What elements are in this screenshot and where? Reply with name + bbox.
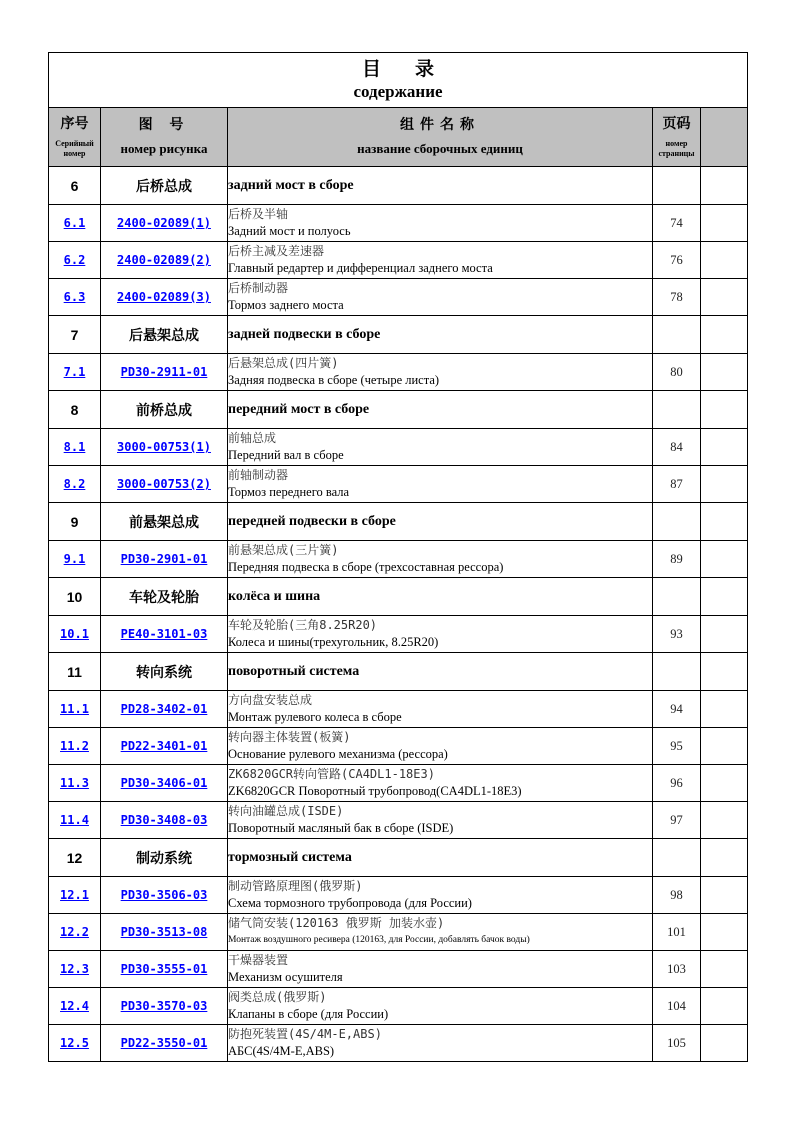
item-id-link[interactable]: 9.1 bbox=[63, 552, 86, 566]
header-name-ru: название сборочных единиц bbox=[357, 141, 523, 156]
item-id-link[interactable]: 11.2 bbox=[60, 739, 89, 753]
item-id-link[interactable]: 12.1 bbox=[60, 888, 89, 902]
item-description bbox=[228, 354, 653, 391]
item-page: 95 bbox=[653, 728, 701, 765]
item-id-cell bbox=[49, 765, 101, 802]
item-name-ru: Клапаны в сборе (для России) bbox=[228, 1007, 389, 1021]
item-id-cell bbox=[49, 242, 101, 279]
item-description bbox=[228, 988, 653, 1025]
item-name-cn: 干燥器装置 bbox=[228, 953, 289, 967]
item-name-cn: 后桥制动器 bbox=[228, 281, 289, 295]
item-row bbox=[49, 616, 748, 653]
item-extra-cell bbox=[701, 354, 748, 391]
section-extra-cell bbox=[701, 167, 748, 205]
section-title-cn: 转向系统 bbox=[101, 653, 228, 691]
item-figure-link[interactable]: PD30-2901-01 bbox=[120, 552, 208, 566]
item-name-ru: Монтаж рулевого колеса в сборе bbox=[228, 710, 402, 724]
item-page: 96 bbox=[653, 765, 701, 802]
item-figure-link[interactable]: PD30-3513-08 bbox=[120, 925, 208, 939]
item-figure-link[interactable]: PD28-3402-01 bbox=[120, 702, 208, 716]
item-figure-cell bbox=[101, 354, 228, 391]
section-page-cell bbox=[653, 167, 701, 205]
item-name-ru: Задняя подвеска в сборе (четыре листа) bbox=[228, 373, 440, 387]
item-page: 94 bbox=[653, 691, 701, 728]
item-figure-link[interactable]: PD30-3408-03 bbox=[120, 813, 208, 827]
item-figure-link[interactable]: PD22-3550-01 bbox=[120, 1036, 208, 1050]
item-id-cell bbox=[49, 728, 101, 765]
header-name-cn: 组件名称 bbox=[400, 117, 480, 133]
item-id-cell bbox=[49, 354, 101, 391]
section-page-cell bbox=[653, 839, 701, 877]
item-name-cn: 前悬架总成(三片簧) bbox=[228, 543, 339, 557]
item-name-cn: 前轴总成 bbox=[228, 431, 277, 445]
item-extra-cell bbox=[701, 616, 748, 653]
section-title-ru: колёса и шина bbox=[228, 578, 653, 616]
item-name-ru: Главный редартер и дифференциал заднего моста bbox=[228, 261, 493, 275]
item-page: 104 bbox=[653, 988, 701, 1025]
item-figure-link[interactable]: 2400-02089(2) bbox=[117, 253, 211, 267]
item-figure-link[interactable]: PD30-3555-01 bbox=[120, 962, 208, 976]
item-figure-cell bbox=[101, 877, 228, 914]
section-number: 12 bbox=[49, 839, 101, 877]
item-extra-cell bbox=[701, 205, 748, 242]
item-name-cn: 方向盘安装总成 bbox=[228, 693, 313, 707]
item-page: 80 bbox=[653, 354, 701, 391]
item-name-cn: 阀类总成(俄罗斯) bbox=[228, 990, 327, 1004]
item-id-cell bbox=[49, 914, 101, 951]
item-id-cell bbox=[49, 466, 101, 503]
item-page: 89 bbox=[653, 541, 701, 578]
item-extra-cell bbox=[701, 691, 748, 728]
section-row bbox=[49, 503, 748, 541]
item-figure-link[interactable]: PD30-3570-03 bbox=[120, 999, 208, 1013]
item-description bbox=[228, 951, 653, 988]
item-id-cell bbox=[49, 691, 101, 728]
header-row bbox=[49, 108, 748, 167]
item-figure-cell bbox=[101, 691, 228, 728]
header-page bbox=[653, 108, 701, 167]
section-title-ru: поворотный система bbox=[228, 653, 653, 691]
item-id-cell bbox=[49, 279, 101, 316]
item-name-ru: Передний вал в сборе bbox=[228, 448, 344, 462]
item-page: 93 bbox=[653, 616, 701, 653]
item-name-cn: 转向油罐总成(ISDE) bbox=[228, 804, 344, 818]
item-figure-link[interactable]: 2400-02089(1) bbox=[117, 216, 211, 230]
section-row bbox=[49, 391, 748, 429]
item-figure-link[interactable]: PD30-3506-03 bbox=[120, 888, 208, 902]
section-row bbox=[49, 316, 748, 354]
section-page-cell bbox=[653, 391, 701, 429]
item-figure-cell bbox=[101, 802, 228, 839]
header-serial-ru: Серийный номер bbox=[55, 139, 94, 158]
title-row bbox=[49, 53, 748, 108]
section-number: 6 bbox=[49, 167, 101, 205]
item-extra-cell bbox=[701, 279, 748, 316]
header-page-ru: номер страницы bbox=[658, 139, 695, 158]
item-page: 74 bbox=[653, 205, 701, 242]
item-name-ru: Поворотный масляный бак в сборе (ISDE) bbox=[228, 821, 454, 835]
item-figure-cell bbox=[101, 279, 228, 316]
section-page-cell bbox=[653, 578, 701, 616]
item-figure-link[interactable]: PD30-2911-01 bbox=[120, 365, 208, 379]
item-name-cn: 车轮及轮胎(三角8.25R20) bbox=[228, 618, 378, 632]
section-page-cell bbox=[653, 316, 701, 354]
item-figure-link[interactable]: PE40-3101-03 bbox=[120, 627, 208, 641]
item-name-ru: Схема тормозного трубопровода (для России) bbox=[228, 896, 472, 910]
item-row bbox=[49, 691, 748, 728]
item-id-link[interactable]: 12.2 bbox=[60, 925, 89, 939]
item-extra-cell bbox=[701, 914, 748, 951]
item-figure-link[interactable]: 3000-00753(1) bbox=[117, 440, 211, 454]
section-extra-cell bbox=[701, 316, 748, 354]
section-title-ru: передний мост в сборе bbox=[228, 391, 653, 429]
item-id-cell bbox=[49, 541, 101, 578]
item-extra-cell bbox=[701, 541, 748, 578]
item-description bbox=[228, 279, 653, 316]
item-figure-cell bbox=[101, 765, 228, 802]
header-figure-cn: 图 号 bbox=[138, 117, 190, 133]
item-name-ru: Задний мост и полуось bbox=[228, 224, 351, 238]
item-extra-cell bbox=[701, 802, 748, 839]
item-figure-link[interactable]: 3000-00753(2) bbox=[117, 477, 211, 491]
item-row bbox=[49, 354, 748, 391]
header-page-cn: 页码 bbox=[662, 116, 691, 132]
item-extra-cell bbox=[701, 877, 748, 914]
item-description bbox=[228, 765, 653, 802]
item-name-ru: Передняя подвеска в сборе (трехсоставная рессора) bbox=[228, 560, 504, 574]
item-row bbox=[49, 988, 748, 1025]
item-description bbox=[228, 728, 653, 765]
item-id-link[interactable]: 8.2 bbox=[63, 477, 86, 491]
section-title-ru: передней подвески в сборе bbox=[228, 503, 653, 541]
item-page: 97 bbox=[653, 802, 701, 839]
item-figure-link[interactable]: PD30-3406-01 bbox=[120, 776, 208, 790]
item-name-cn: 后桥主减及差速器 bbox=[228, 244, 325, 258]
item-row bbox=[49, 1025, 748, 1062]
item-row bbox=[49, 877, 748, 914]
item-id-cell bbox=[49, 802, 101, 839]
section-page-cell bbox=[653, 653, 701, 691]
item-description bbox=[228, 541, 653, 578]
section-title-cn: 前悬架总成 bbox=[101, 503, 228, 541]
item-id-link[interactable]: 12.4 bbox=[60, 999, 89, 1013]
item-row bbox=[49, 541, 748, 578]
header-figure-ru: номер рисунка bbox=[120, 141, 208, 156]
item-figure-cell bbox=[101, 914, 228, 951]
section-number: 8 bbox=[49, 391, 101, 429]
item-id-link[interactable]: 6.1 bbox=[63, 216, 86, 230]
item-page: 105 bbox=[653, 1025, 701, 1062]
item-id-link[interactable]: 11.1 bbox=[60, 702, 89, 716]
item-extra-cell bbox=[701, 728, 748, 765]
item-description bbox=[228, 1025, 653, 1062]
item-page: 98 bbox=[653, 877, 701, 914]
item-name-cn: 制动管路原理图(俄罗斯) bbox=[228, 879, 363, 893]
item-name-cn: 转向器主体装置(板簧) bbox=[228, 730, 351, 744]
item-row bbox=[49, 951, 748, 988]
item-name-ru: Тормоз заднего моста bbox=[228, 298, 344, 312]
item-row bbox=[49, 765, 748, 802]
item-name-cn: 后悬架总成(四片簧) bbox=[228, 356, 339, 370]
section-number: 9 bbox=[49, 503, 101, 541]
item-id-link[interactable]: 7.1 bbox=[63, 365, 86, 379]
section-row bbox=[49, 578, 748, 616]
section-title-cn: 后悬架总成 bbox=[101, 316, 228, 354]
item-id-cell bbox=[49, 988, 101, 1025]
section-title-ru: тормозный система bbox=[228, 839, 653, 877]
item-name-ru: Монтаж воздушного ресивера (120163, для России, добавлять бачок воды) bbox=[228, 935, 530, 945]
item-name-ru: Тормоз переднего вала bbox=[228, 485, 350, 499]
item-row bbox=[49, 802, 748, 839]
section-title-cn: 车轮及轮胎 bbox=[101, 578, 228, 616]
header-empty bbox=[701, 108, 748, 167]
item-description bbox=[228, 205, 653, 242]
title-ru: содержание bbox=[353, 82, 443, 101]
section-row bbox=[49, 653, 748, 691]
section-extra-cell bbox=[701, 578, 748, 616]
item-id-link[interactable]: 10.1 bbox=[60, 627, 89, 641]
contents-table-body bbox=[49, 53, 748, 1062]
item-figure-cell bbox=[101, 466, 228, 503]
item-figure-cell bbox=[101, 951, 228, 988]
item-id-cell bbox=[49, 616, 101, 653]
item-figure-cell bbox=[101, 728, 228, 765]
item-name-cn: 防抱死装置(4S/4M-E,ABS) bbox=[228, 1027, 382, 1041]
item-page: 103 bbox=[653, 951, 701, 988]
item-id-link[interactable]: 12.3 bbox=[60, 962, 89, 976]
section-extra-cell bbox=[701, 839, 748, 877]
item-figure-link[interactable]: PD22-3401-01 bbox=[120, 739, 208, 753]
item-figure-cell bbox=[101, 205, 228, 242]
item-extra-cell bbox=[701, 951, 748, 988]
item-name-ru: АБС(4S/4M-E,ABS) bbox=[228, 1044, 335, 1058]
item-id-link[interactable]: 11.3 bbox=[60, 776, 89, 790]
item-id-link[interactable]: 11.4 bbox=[60, 813, 89, 827]
section-extra-cell bbox=[701, 391, 748, 429]
item-row bbox=[49, 205, 748, 242]
item-row bbox=[49, 914, 748, 951]
item-page: 76 bbox=[653, 242, 701, 279]
item-id-link[interactable]: 8.1 bbox=[63, 440, 86, 454]
header-serial bbox=[49, 108, 101, 167]
section-row bbox=[49, 839, 748, 877]
item-figure-cell bbox=[101, 616, 228, 653]
section-extra-cell bbox=[701, 653, 748, 691]
header-name bbox=[228, 108, 653, 167]
item-id-link[interactable]: 6.2 bbox=[63, 253, 86, 267]
item-id-cell bbox=[49, 951, 101, 988]
item-name-cn: 储气筒安装(120163 俄罗斯 加装水壶) bbox=[228, 916, 445, 930]
item-row bbox=[49, 728, 748, 765]
item-name-cn: 后桥及半轴 bbox=[228, 207, 289, 221]
item-name-ru: ZK6820GCR Поворотный трубопровод(CA4DL1-18E3) bbox=[228, 784, 522, 798]
item-extra-cell bbox=[701, 242, 748, 279]
item-description bbox=[228, 877, 653, 914]
header-serial-cn: 序号 bbox=[60, 116, 89, 132]
item-id-cell bbox=[49, 877, 101, 914]
item-figure-cell bbox=[101, 1025, 228, 1062]
title-cell bbox=[49, 53, 748, 108]
item-extra-cell bbox=[701, 466, 748, 503]
item-page: 84 bbox=[653, 429, 701, 466]
item-name-ru: Механизм осушителя bbox=[228, 970, 343, 984]
item-extra-cell bbox=[701, 1025, 748, 1062]
item-id-link[interactable]: 6.3 bbox=[63, 290, 86, 304]
section-page-cell bbox=[653, 503, 701, 541]
item-description bbox=[228, 691, 653, 728]
header-figure bbox=[101, 108, 228, 167]
section-title-ru: задней подвески в сборе bbox=[228, 316, 653, 354]
item-description bbox=[228, 466, 653, 503]
title-cn: 目录 bbox=[361, 58, 468, 80]
item-row bbox=[49, 242, 748, 279]
item-extra-cell bbox=[701, 429, 748, 466]
item-page: 78 bbox=[653, 279, 701, 316]
item-id-link[interactable]: 12.5 bbox=[60, 1036, 89, 1050]
item-figure-link[interactable]: 2400-02089(3) bbox=[117, 290, 211, 304]
section-title-ru: задний мост в сборе bbox=[228, 167, 653, 205]
item-name-cn: ZK6820GCR转向管路(CA4DL1-18E3) bbox=[228, 767, 435, 781]
item-figure-cell bbox=[101, 242, 228, 279]
item-row bbox=[49, 466, 748, 503]
section-title-cn: 后桥总成 bbox=[101, 167, 228, 205]
section-number: 7 bbox=[49, 316, 101, 354]
item-name-ru: Основание рулевого механизма (рессора) bbox=[228, 747, 448, 761]
item-extra-cell bbox=[701, 765, 748, 802]
section-row bbox=[49, 167, 748, 205]
item-extra-cell bbox=[701, 988, 748, 1025]
item-id-cell bbox=[49, 429, 101, 466]
section-number: 11 bbox=[49, 653, 101, 691]
item-id-cell bbox=[49, 1025, 101, 1062]
item-id-cell bbox=[49, 205, 101, 242]
item-description bbox=[228, 616, 653, 653]
item-row bbox=[49, 279, 748, 316]
item-description bbox=[228, 914, 653, 951]
item-name-cn: 前轴制动器 bbox=[228, 468, 289, 482]
item-figure-cell bbox=[101, 988, 228, 1025]
section-number: 10 bbox=[49, 578, 101, 616]
item-description bbox=[228, 802, 653, 839]
item-description bbox=[228, 429, 653, 466]
section-extra-cell bbox=[701, 503, 748, 541]
contents-table bbox=[48, 52, 748, 1062]
section-title-cn: 制动系统 bbox=[101, 839, 228, 877]
item-page: 87 bbox=[653, 466, 701, 503]
item-figure-cell bbox=[101, 541, 228, 578]
item-row bbox=[49, 429, 748, 466]
item-name-ru: Колеса и шины(трехугольник, 8.25R20) bbox=[228, 635, 439, 649]
section-title-cn: 前桥总成 bbox=[101, 391, 228, 429]
item-figure-cell bbox=[101, 429, 228, 466]
item-description bbox=[228, 242, 653, 279]
item-page: 101 bbox=[653, 914, 701, 951]
